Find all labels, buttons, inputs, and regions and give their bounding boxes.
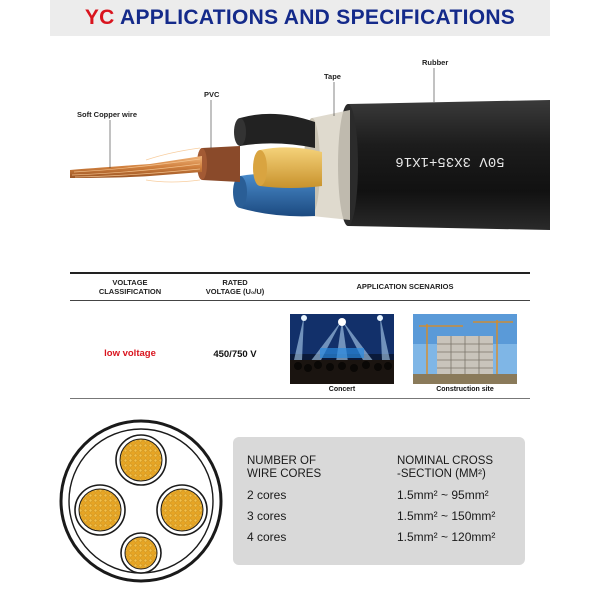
page-title: APPLICATIONS AND SPECIFICATIONS (120, 6, 516, 29)
jacket-print: 50V 3X35+1X16 (395, 153, 505, 169)
cores-row-count: 2 cores (247, 488, 287, 502)
yellow-core (260, 147, 322, 188)
cable-cross-section (58, 418, 224, 589)
th-application-scenarios: APPLICATION SCENARIOS (356, 282, 454, 291)
cores-row-section: 1.5mm² ~ 120mm² (397, 530, 496, 544)
cores-spec-panel (233, 437, 525, 565)
th-rated-voltage: RATED VOLTAGE (U₀/U) (205, 278, 265, 296)
callout-pvc: PVC (204, 90, 220, 99)
cores-row-count: 4 cores (247, 530, 287, 544)
th-voltage-classification: VOLTAGE CLASSIFICATION (98, 278, 162, 296)
concert-caption: Concert (328, 386, 356, 393)
table-divider (70, 398, 530, 399)
table-divider (70, 300, 530, 301)
voltage-classification-value: low voltage (104, 348, 156, 359)
cable-drawing (50, 48, 550, 238)
callout-tape: Tape (324, 72, 341, 81)
pvc-sleeve (202, 146, 240, 182)
cores-header-left: NUMBER OF WIRE CORES (247, 455, 322, 480)
callout-copper: Soft Copper wire (77, 110, 138, 119)
cores-header-right: NOMINAL CROSS -SECTION (MM²) (397, 455, 494, 480)
cores-row-count: 3 cores (247, 509, 287, 523)
cable-illustration (50, 48, 550, 238)
cores-row-section: 1.5mm² ~ 150mm² (397, 509, 496, 523)
black-core (240, 114, 315, 148)
page-header (50, 0, 550, 36)
cores-row-section: 1.5mm² ~ 95mm² (397, 488, 489, 502)
construction-photo (413, 314, 517, 384)
rated-voltage-value: 450/750 V (213, 349, 257, 360)
brand-name: YC (84, 6, 115, 29)
callout-rubber: Rubber (422, 58, 449, 67)
table-divider (70, 272, 530, 274)
construction-caption: Construction site (436, 386, 494, 393)
concert-photo (290, 314, 394, 384)
